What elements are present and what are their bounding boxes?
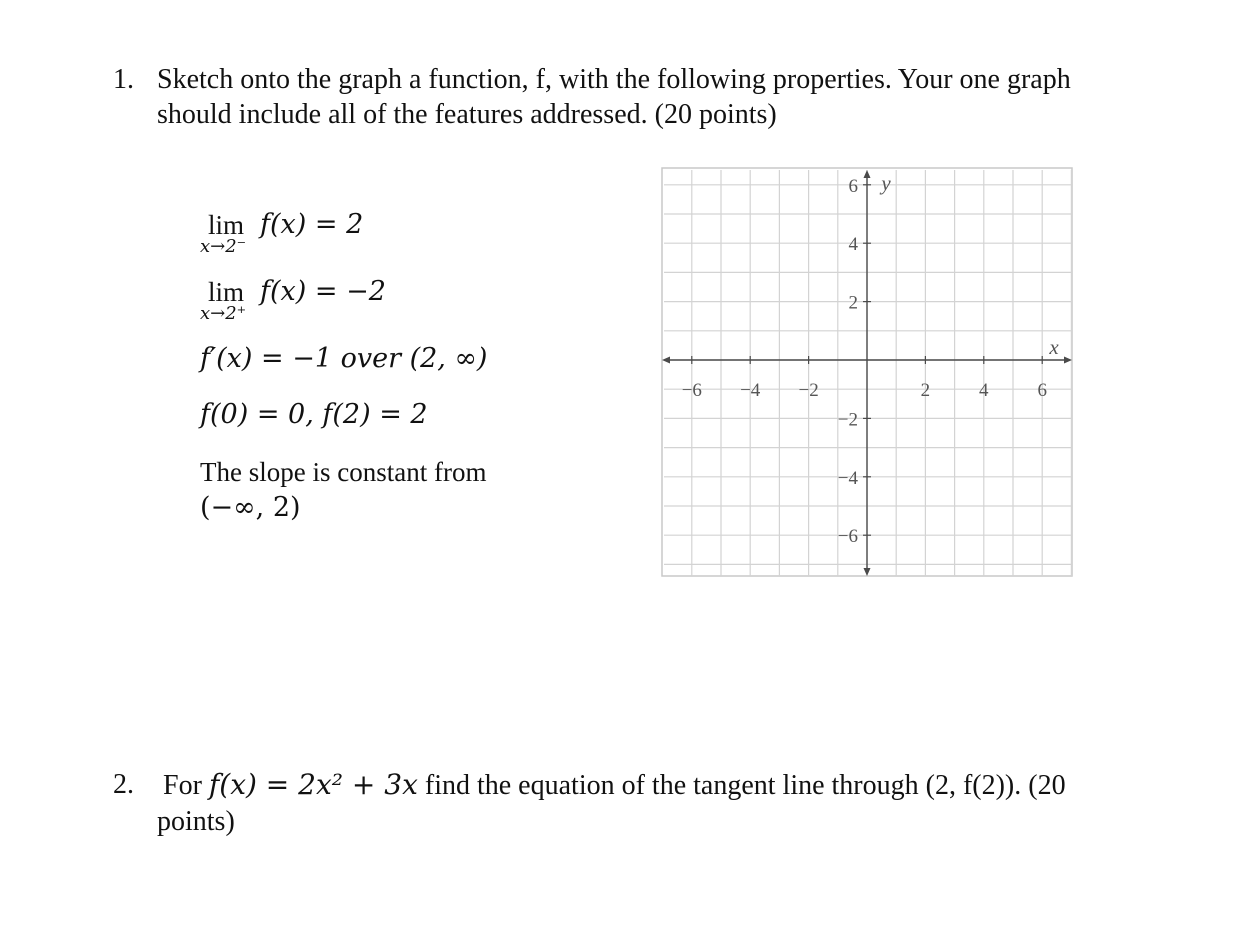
x-axis-arrow-left [662, 357, 670, 364]
x-tick-label: −6 [681, 380, 702, 401]
y-axis-arrow-down [864, 568, 871, 576]
question-1-line-1: Sketch onto the graph a function, f, with the following properties. Your one graph [157, 64, 1071, 95]
x-tick-label: 2 [920, 380, 931, 401]
left-limit-subscript: x→2⁻ [200, 236, 247, 257]
right-limit-expression: f(x) = −2 [260, 276, 386, 307]
question-2-suffix: find the equation of the tangent line through (2, f(2)). (20 [417, 770, 1066, 801]
x-tick-label: −4 [740, 380, 761, 401]
y-tick-label: 2 [848, 292, 858, 314]
lim-word: lim [208, 210, 245, 240]
y-tick-label: −6 [837, 526, 858, 548]
question-2-number: 2. [113, 769, 134, 800]
question-2-line-1 [163, 767, 1163, 803]
y-axis-arrow-up [864, 170, 871, 178]
coordinate-grid[interactable] [660, 166, 1076, 580]
grid-lines [664, 170, 1072, 576]
question-1-text [157, 62, 1157, 132]
question-2-text [163, 767, 1163, 803]
question-2-formula: f(x) = 2x² + 3x [208, 768, 418, 801]
right-limit-subscript: x→2⁺ [200, 303, 247, 324]
derivative-property: f′(x) = −1 over (2, ∞) [200, 343, 488, 374]
question-2-prefix: For [163, 770, 209, 801]
x-tick-label: −2 [798, 380, 819, 401]
question-1-number: 1. [113, 64, 134, 95]
question-2-line-2: points) [157, 806, 235, 837]
y-tick-label: 6 [848, 175, 858, 197]
right-limit-property [200, 275, 500, 335]
slope-property [200, 454, 486, 526]
axes [662, 170, 1072, 576]
left-limit-property [200, 208, 500, 268]
slope-line-2: (−∞, 2) [200, 492, 301, 523]
lim-word: lim [208, 277, 245, 307]
question-1-line-2: should include all of the features addressed. (20 points) [157, 99, 777, 130]
y-axis-label: y [881, 171, 891, 195]
tick-labels [682, 171, 1060, 547]
slope-line-1: The slope is constant from [200, 457, 487, 487]
y-tick-label: −2 [837, 409, 858, 431]
x-tick-label: 6 [1037, 380, 1047, 401]
left-limit-expression: f(x) = 2 [260, 209, 364, 240]
x-tick-label: 4 [979, 380, 989, 401]
x-axis-label: x [1049, 335, 1059, 359]
y-tick-label: −4 [837, 467, 858, 489]
function-values-property: f(0) = 0, f(2) = 2 [200, 399, 428, 430]
y-tick-label: 4 [848, 234, 858, 256]
